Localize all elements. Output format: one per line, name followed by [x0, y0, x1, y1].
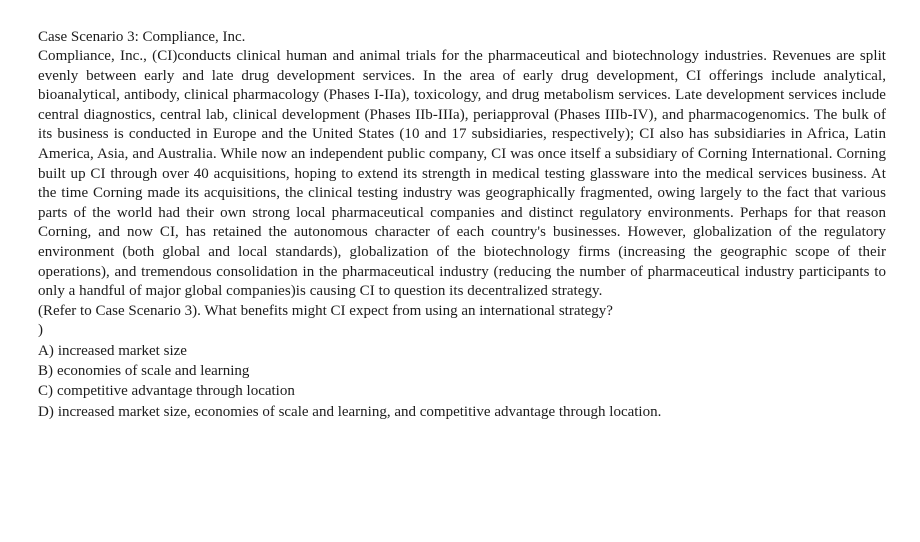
option-text: increased market size — [57, 342, 187, 359]
option-letter: C) — [38, 383, 53, 400]
document-page — [38, 28, 886, 422]
option-letter: B) — [38, 363, 53, 380]
case-passage: Compliance, Inc., (CI)conducts clinical human and animal trials for the pharmaceutical and biotechnology industries. Revenues are split evenly between early and late drug development services. In the area of early drug development, CI offerings include analytical, bioanalytical, antibody, clinical pharmacology (Phases I-IIa), toxicology, and drug metabolism services. Late development services include central diagnostics, central lab, clinical development (Phases IIb-IIIa), periapproval (Phases IIIb-IV), and pharmacogenomics. The bulk of its business is conducted in Europe and the United States (10 and 17 subsidiaries, respectively); CI also has subsidiaries in Africa, Latin America, Asia, and Australia. While now an independent public company, CI was once itself a subsidiary of Corning International. Corning built up CI through over 40 acquisitions, hoping to extend its strength in medical testing glassware into the medical services business. At the time Corning made its acquisitions, the clinical testing industry was geographically fragmented, owing largely to the fact that various parts of the world had their own strong local pharmaceutical companies and distinct regulatory environments. Perhaps for that reason Corning, and now CI, has retained the autonomous character of each country's businesses. However, globalization of the regulatory environment (both global and local standards), globalization of the biotechnology firms (increasing the geographic scope of their operations), and tremendous consolidation in the pharmaceutical industry (reducing the number of pharmaceutical industry participants to only a handful of major global companies)is causing CI to question its decentralized strategy. — [38, 48, 886, 300]
question-text: (Refer to Case Scenario 3). What benefits might CI expect from using an international strategy? — [38, 302, 613, 319]
option-text: economies of scale and learning — [57, 363, 250, 380]
case-title: Case Scenario 3: Compliance, Inc. — [38, 29, 246, 45]
option-d — [38, 402, 886, 422]
option-b — [38, 361, 886, 381]
option-text: increased market size, economies of scale and learning, and competitive advantage through location. — [57, 403, 662, 420]
option-text: competitive advantage through location — [57, 383, 295, 400]
option-letter: D) — [38, 403, 54, 420]
option-c — [38, 381, 886, 401]
answer-blank: ) — [38, 322, 43, 339]
option-letter: A) — [38, 342, 54, 359]
answer-options — [38, 341, 886, 422]
option-a — [38, 341, 886, 361]
